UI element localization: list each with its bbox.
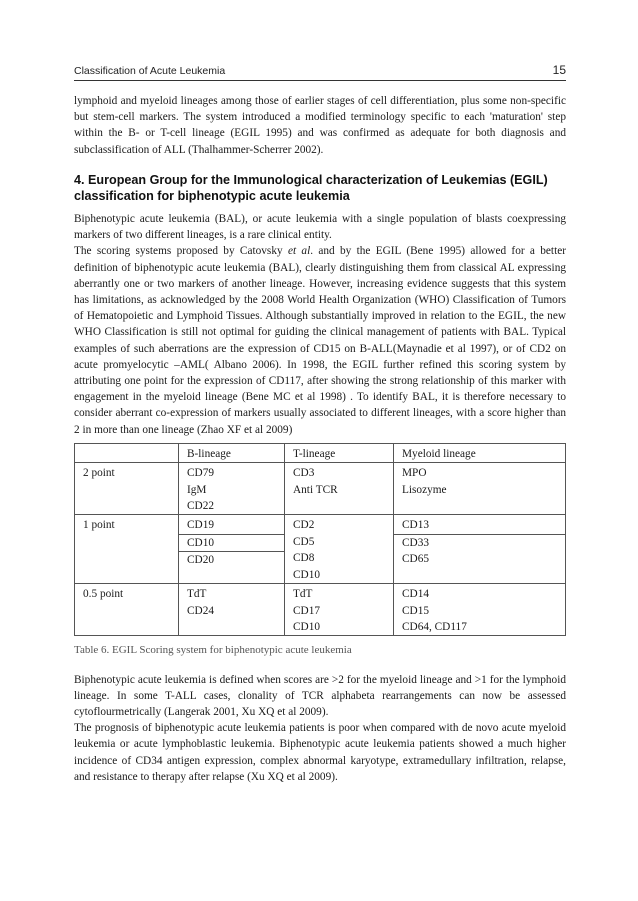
marker: TdT bbox=[187, 588, 207, 601]
paragraph-prognosis: The prognosis of biphenotypic acute leukemia patients is poor when compared with de novo acute myeloid leukemia or acute lymphoblastic leukemia. Biphenotypic acute leukemia patients showed a much higher incidence of CD34 antigen expression, complex abnormal karyotype, extramedullary infiltration, relapse, and resistance to therapy after relapse (Xu XQ et al 2009). bbox=[74, 722, 566, 783]
t-lineage-cell bbox=[285, 515, 394, 584]
t-lineage-cell bbox=[285, 584, 394, 636]
table-header-cell: T-lineage bbox=[285, 443, 394, 462]
marker: CD15 bbox=[402, 604, 429, 617]
b-lineage-cell bbox=[179, 515, 285, 584]
marker: CD13 bbox=[402, 519, 429, 532]
marker: CD17 bbox=[293, 604, 320, 617]
table-row bbox=[75, 584, 566, 636]
table-row bbox=[75, 515, 566, 584]
b-lineage-cell bbox=[179, 463, 285, 515]
table-header-cell: Myeloid lineage bbox=[394, 443, 566, 462]
marker: IgM bbox=[187, 483, 207, 496]
score-cell: 2 point bbox=[75, 463, 179, 515]
marker: CD22 bbox=[187, 500, 214, 513]
marker: Anti TCR bbox=[293, 483, 338, 496]
egil-scoring-table bbox=[74, 443, 566, 636]
marker: CD65 bbox=[402, 553, 429, 566]
table-header-row bbox=[75, 443, 566, 462]
myeloid-lineage-cell bbox=[394, 584, 566, 636]
marker: CD10 bbox=[179, 534, 284, 551]
myeloid-lineage-cell bbox=[394, 515, 566, 584]
page-number: 15 bbox=[552, 63, 566, 77]
marker: CD20 bbox=[179, 551, 284, 568]
paragraph-bal-definition: Biphenotypic acute leukemia (BAL), or acute leukemia with a single population of blasts coexpressing markers of two different lineages, is a rare clinical entity. bbox=[74, 213, 566, 242]
paragraph-text-part: . and by the EGIL (Bene 1995) allowed for a better definition of biphenotypic acute leukemia (BAL), clearly distinguishing them from classical AL expressing aberrantly one or two markers of another lineage. However, increasing evidence suggests that this system has limitations, as acknowledged by the 2008 World Health Organization (WHO) Classification of Tumors of Hematopoietic and Lymphoid Tissues. Although substantially improved in relation to the EGIL, the new WHO Classification is still not optimal for guiding the clinical management of patients with BAL. Typical examples of such aberrations are the expression of CD15 on B-ALL(Maynadie et al 1997), or of CD2 on acute promyelocytic –AML( Albano 2006). In 1998, the EGIL further refined this scoring system by attributing one point for the expression of CD117, after showing the strong relationship of this marker with engagement in the myeloid lineage (Bene MC et al 1998) . To identify BAL, it is therefore necessary to consider aberrant co-expression of markers usually associated to different lineages, with a score higher than 2 in more than one lineage (Zhao XF et al 2009) bbox=[74, 245, 566, 436]
marker: Lisozyme bbox=[402, 483, 447, 496]
t-lineage-cell bbox=[285, 463, 394, 515]
myeloid-lineage-cell bbox=[394, 463, 566, 515]
marker: CD10 bbox=[293, 620, 320, 633]
marker: MPO bbox=[402, 467, 427, 480]
table-caption: Table 6. EGIL Scoring system for biphenotypic acute leukemia bbox=[74, 644, 352, 657]
marker: CD79 bbox=[187, 467, 214, 480]
paragraph-text-part: The scoring systems proposed by Catovsky bbox=[74, 245, 288, 258]
marker: CD8 bbox=[293, 552, 315, 565]
marker: CD24 bbox=[187, 604, 214, 617]
marker: CD19 bbox=[187, 519, 214, 532]
marker: CD10 bbox=[293, 568, 320, 581]
paragraph-scoring-systems bbox=[74, 243, 566, 437]
running-title: Classification of Acute Leukemia bbox=[74, 65, 226, 77]
marker: CD3 bbox=[293, 467, 315, 480]
score-cell: 0.5 point bbox=[75, 584, 179, 636]
marker: CD14 bbox=[402, 588, 429, 601]
table-header-cell: B-lineage bbox=[179, 443, 285, 462]
score-cell: 1 point bbox=[75, 515, 179, 584]
marker: CD2 bbox=[293, 519, 315, 532]
header-rule bbox=[74, 80, 566, 81]
italic-et-al: et al bbox=[287, 245, 311, 258]
marker: CD64, CD117 bbox=[402, 620, 467, 633]
table-header-cell bbox=[75, 443, 179, 462]
b-lineage-cell bbox=[179, 584, 285, 636]
marker: TdT bbox=[293, 588, 313, 601]
table-row bbox=[75, 463, 566, 515]
marker: CD33 bbox=[394, 534, 565, 551]
section-heading: 4. European Group for the Immunological characterization of Leukemias (EGIL) classification for biphenotypic acute leukemia bbox=[74, 172, 548, 204]
running-header bbox=[74, 63, 566, 81]
paragraph-bal-criteria: Biphenotypic acute leukemia is defined when scores are >2 for the myeloid lineage and >1 for the lymphoid lineage. In some T-ALL cases, clonality of TCR alphabeta rearrangements can now be assessed cytoflourmetrically (Langerak 2001, Xu XQ et al 2009). bbox=[74, 673, 566, 718]
intro-paragraph: lymphoid and myeloid lineages among those of earlier stages of cell differentiation, plus some non-specific but stem-cell markers. The system introduced a modified terminology specific to each 'maturation' step within the B- or T-cell lineage (EGIL 1995) and was confirmed as adequate for both diagnosis and subclassification of ALL (Thalhammer-Scherrer 2002). bbox=[74, 95, 566, 156]
page-body bbox=[74, 93, 566, 785]
marker: CD5 bbox=[293, 535, 315, 548]
